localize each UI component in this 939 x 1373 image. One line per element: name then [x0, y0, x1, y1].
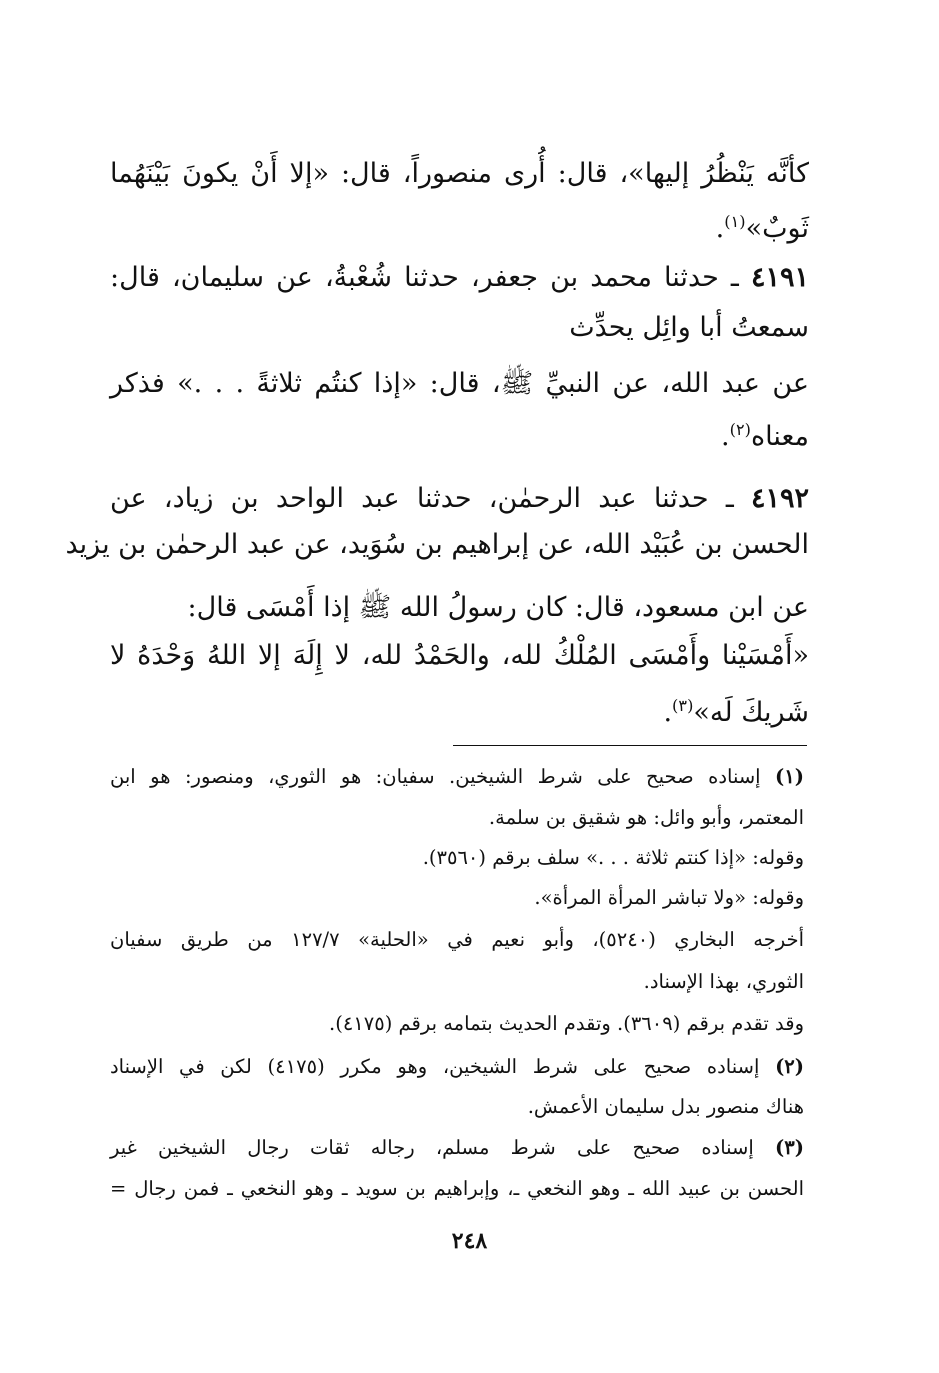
footnote-line: أخرجه البخاري (٥٢٤٠)، وأبو نعيم في «الحلية» ١٢٧/٧ من طريق سفيان	[110, 928, 805, 951]
footnote-line: (٣) إسناده صحيح على شرط مسلم، رجاله ثقات رجال الشيخين غير	[110, 1136, 804, 1159]
footnote-line: وقوله: «ولا تباشر المرأة المرأة».	[534, 886, 804, 909]
footnote-line: (١) إسناده صحيح على شرط الشيخين. سفيان: هو الثوري، ومنصور: هو ابن	[110, 765, 804, 788]
footnote-line: المعتمر، وأبو وائل: هو شقيق بن سلمة.	[488, 806, 804, 829]
hadith-number: ٤١٩٢	[751, 483, 810, 514]
hadith-4192-line: الحسن بن عُبَيْد الله، عن إبراهيم بن سُوَيد، عن عبد الرحمٰن بن يزيد	[65, 529, 809, 560]
footnote-ref: (٣)	[672, 696, 694, 715]
hadith-4192-line: ٤١٩٢ ـ حدثنا عبد الرحمٰن، حدثنا عبد الواحد بن زياد، عن	[110, 483, 810, 514]
footnote-separator	[453, 745, 807, 746]
hadith-4192-line: شَريكَ لَه»$^{(٣)}$.	[663, 696, 809, 728]
page-number: ٢٤٨	[451, 1228, 488, 1254]
footnote-ref: (٢)	[729, 420, 751, 439]
hadith-4192-line: عن ابن مسعود، قال: كان رسولُ الله ﷺ إذا أَمْسَى قال:	[187, 592, 809, 623]
main-text-line: ثَوبٌ»$^{(١)}$.	[715, 212, 809, 244]
footnote-line: هناك منصور بدل سليمان الأعمش.	[527, 1095, 804, 1118]
footnote-line: الحسن بن عبيد الله ـ وهو النخعي ـ، وإبراهيم بن سويد ـ وهو النخعي ـ فمن رجال =	[110, 1177, 804, 1200]
hadith-number: ٤١٩١	[750, 262, 809, 293]
footnote-line: (٢) إسناده صحيح على شرط الشيخين، وهو مكرر (٤١٧٥) لكن في الإسناد	[110, 1055, 805, 1078]
hadith-4191-line: ٤١٩١ ـ حدثنا محمد بن جعفر، حدثنا شُعْبةُ، عن سليمان، قال:	[110, 262, 809, 293]
hadith-4191-line: سمعتُ أبا وائِل يحدِّث	[569, 312, 809, 343]
footnote-line: وقد تقدم برقم (٣٦٠٩). وتقدم الحديث بتمامه برقم (٤١٧٥).	[329, 1012, 804, 1035]
hadith-4191-line: معناه$^{(٢)}$.	[721, 420, 809, 452]
main-text-line: كأنَّه يَنْظُرُ إليها»، قال: أُرى منصوراً، قال: «إلا أَنْ يكونَ بَيْنَهُما	[110, 158, 809, 189]
footnote-ref: (١)	[724, 212, 746, 231]
hadith-4191-line: عن عبد الله، عن النبيِّ ﷺ، قال: «إذا كنتُم ثلاثةً . . .» فذكر	[110, 368, 809, 399]
footnote-number: (٣)	[775, 1136, 804, 1159]
footnote-line: الثوري، بهذا الإسناد.	[643, 970, 804, 993]
footnote-number: (٢)	[775, 1055, 805, 1078]
hadith-4192-line: «أَمْسَيْنا وأَمْسَى المُلْكُ لله، والحَمْدُ لله، لا إِلَهَ إلا اللهُ وَحْدَهُ لا	[110, 640, 809, 671]
footnote-line: وقوله: «إذا كنتم ثلاثة . . .» سلف برقم (٣٥٦٠).	[422, 846, 804, 869]
footnote-number: (١)	[775, 765, 804, 788]
